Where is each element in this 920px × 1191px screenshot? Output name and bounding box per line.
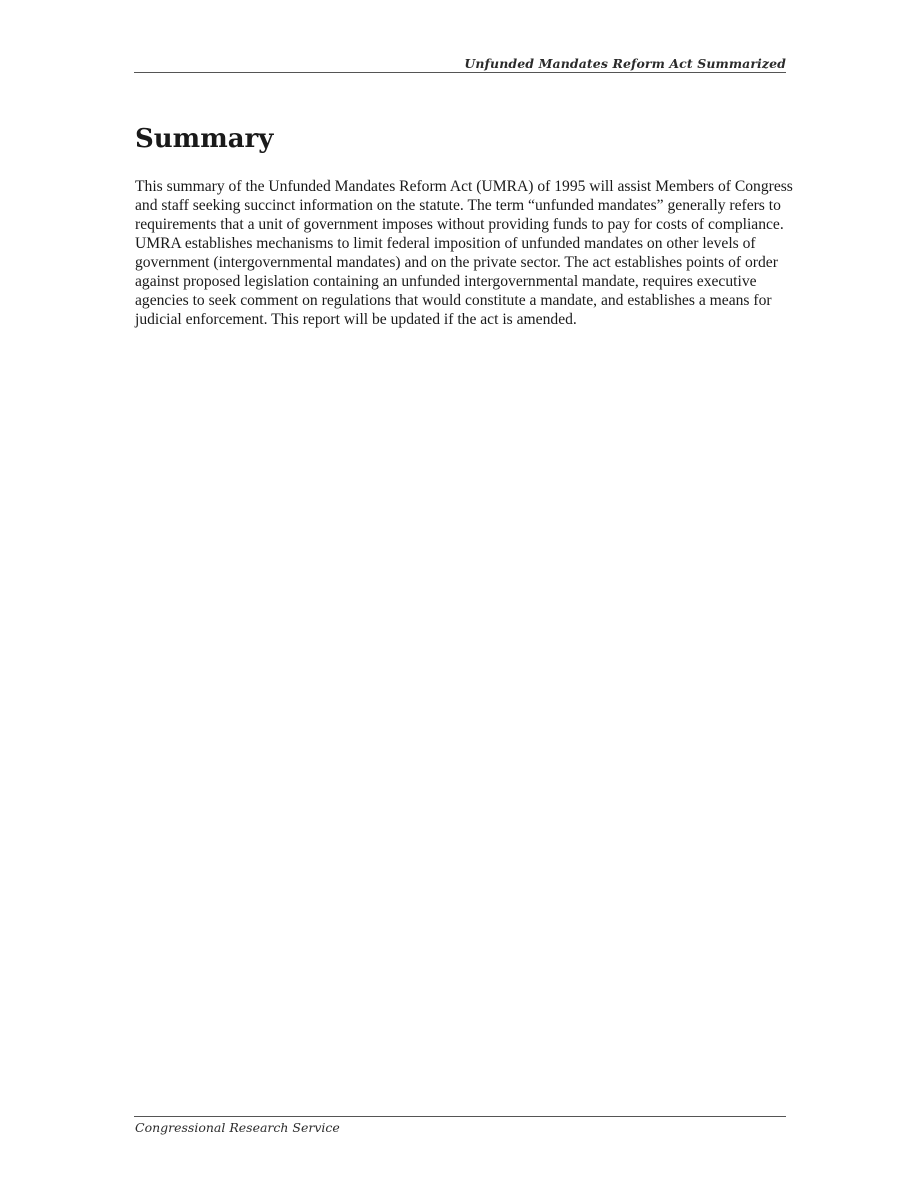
- header-divider: [134, 72, 786, 73]
- running-footer: Congressional Research Service: [135, 1120, 340, 1135]
- summary-paragraph: This summary of the Unfunded Mandates Reform Act (UMRA) of 1995 will assist Members of Congress and staff seeking succinct information on the statute. The term “unfunded mandates” generally refers to requirements that a unit of government imposes without providing funds to pay for costs of compliance. UMRA establishes mechanisms to limit federal imposition of unfunded mandates on other levels of government (intergovernmental mandates) and on the private sector. The act establishes points of order against proposed legislation containing an unfunded intergovernmental mandate, requires executive agencies to seek comment on regulations that would constitute a mandate, and establishes a means for judicial enforcement. This report will be updated if the act is amended.: [135, 178, 793, 328]
- running-header: Unfunded Mandates Reform Act Summarized: [464, 56, 786, 71]
- section-heading: Summary: [135, 124, 274, 154]
- footer-divider: [134, 1116, 786, 1117]
